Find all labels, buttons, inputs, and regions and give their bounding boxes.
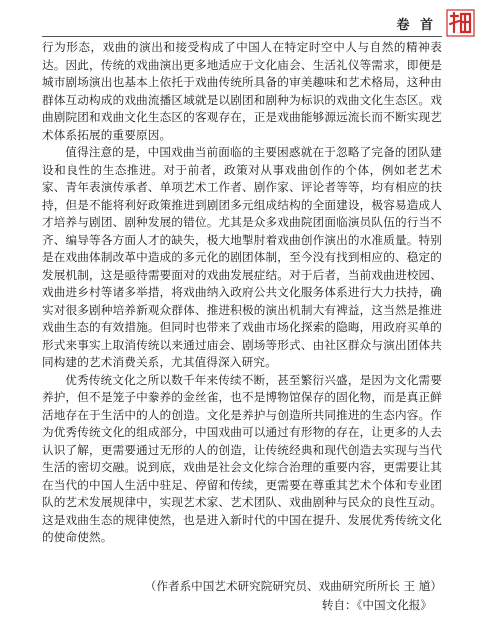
source-credit: 转自：《中国文化报》 (321, 598, 432, 612)
paragraph-1: 行为形态，戏曲的演出和接受构成了中国人在特定时空中人与自然的精神表达。因此，传统的戏曲演出更多地适应于文化庙会、生活礼仪等需求，即便是城市剧场演出也基本上依托于戏曲传统所具备的审美趣味和艺术格局，这种由群体互动构成的戏曲流播区域就是以剧团和剧种为标识的戏曲文化生态区。戏曲剧院团和戏曲文化生态区的客观存在，正是戏曲能够源远流长而不断实现艺术体系拓展的重要原因。 (42, 40, 442, 142)
author-credit: （作者系中国艺术研究院研究员、戏曲研究所所长 王 馗） (144, 579, 442, 593)
article-body (42, 39, 442, 547)
page-header (0, 0, 486, 38)
paragraph-2: 值得注意的是，中国戏曲当前面临的主要困惑就在于忽略了完备的团队建设和良性的生态推进。对于前者，政策对从事戏曲创作的个体，例如老艺术家、青年表演传承者、单项艺术工作者、剧作家、评论者等等，均有相应的扶持，但是不能将利好政策推进到剧团多元组成结构的全面建设，极容易造成人才培养与剧团、剧种发展的错位。尤其是众多戏曲院团面临演员队伍的行当不齐、编导等各方面人才的缺失，极大地掣肘着戏曲创作演出的水准质量。特别是在戏曲体制改革中造成的多元化的剧团体制，至今没有找到相应的、稳定的发展机制，这是亟待需要面对的戏曲发展症结。对于后者，当前戏曲进校园、戏曲进乡村等诸多举措，将戏曲纳入政府公共文化服务体系进行大力扶持，确实对很多剧种培养新观众群体、推进积极的演出机制大有裨益，这当然是推进戏曲生态的有效措施。但同时也带来了戏曲市场化探索的隐晦，用政府买单的形式来事实上取消传统以来通过庙会、剧场等形式、由社区群众与演出团体共同构建的艺术消费关系，尤其值得深入研究。 (42, 145, 442, 369)
paragraph-3: 优秀传统文化之所以数千年来传续不断，甚至繁衍兴盛，是因为文化需要养护，但不是笼子中豢养的金丝雀，也不是博物馆保存的固化物，而是真正鲜活地存在于生活中的人的创造。文化是养护与创造所共同推进的生态内容。作为优秀传统文化的组成部分，中国戏曲可以通过有形物的存在，让更多的人去认识了解，更需要通过无形的人的创造，让传统经典和现代创造去实现与当代生活的密切交融。说到底，戏曲是社会文化综合治理的重要内容，更需要让其在当代的中国人生活中驻足、停留和传续，更需要在尊重其艺术个体和专业团队的艺术发展规律中，实现艺术家、艺术团队、戏曲剧种与民众的良性互动。这是戏曲生态的规律使然，也是进入新时代的中国在提升、发展优秀传统文化的使命使然。 (42, 372, 442, 544)
red-seal-logo (446, 8, 476, 38)
section-title: 卷 首 (396, 18, 436, 33)
header-rule (42, 36, 442, 37)
